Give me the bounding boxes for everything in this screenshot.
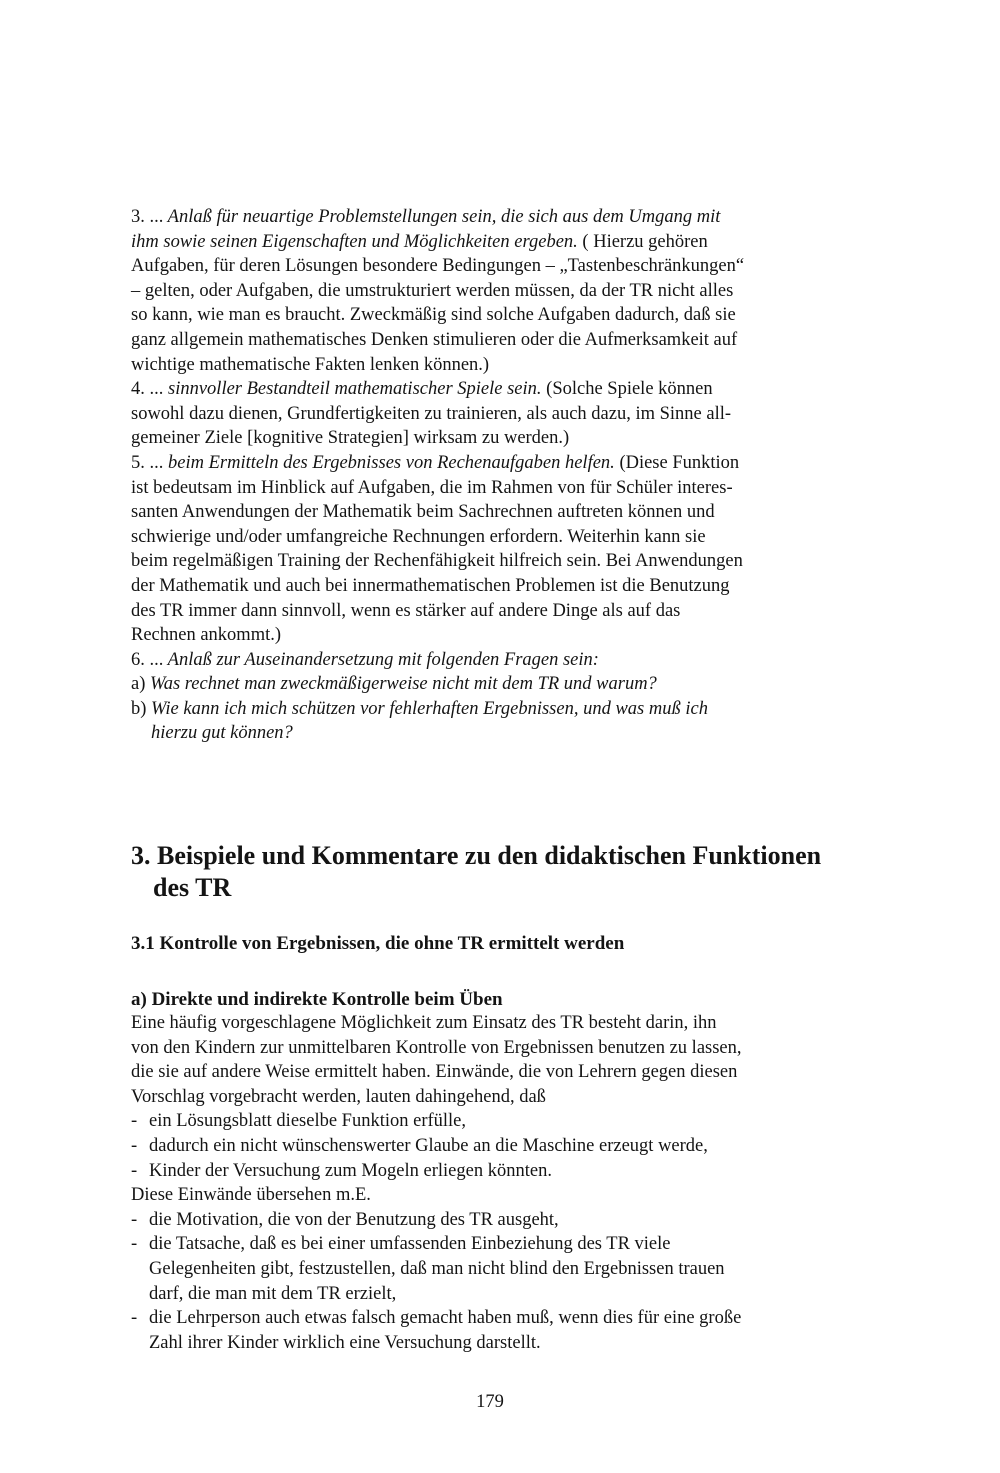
function-list (131, 205, 851, 746)
item-5-line-3: santen Anwendungen der Mathematik beim Sachrechnen auftreten können und (131, 502, 715, 523)
italic-text: ihm sowie seinen Eigenschaften und Möglichkeiten ergeben. (131, 231, 578, 252)
item-5-line-1 (131, 451, 851, 476)
body-text-a (131, 1011, 851, 1355)
body-line: von den Kindern zur unmittelbaren Kontrolle von Ergebnissen benutzen zu lassen, (131, 1037, 742, 1058)
section-heading-line-2: des TR (153, 873, 232, 902)
italic-text: beim Ermitteln des Ergebnisses von Rechenaufgaben helfen. (163, 452, 615, 473)
item-4-line-1 (131, 377, 851, 402)
item-number: 5. ... (131, 452, 164, 473)
dash-bullet: - (131, 1234, 138, 1255)
list-item-continued: darf, die man mit dem TR erzielt, (149, 1283, 397, 1304)
dash-bullet: - (131, 1135, 138, 1156)
question-b (131, 697, 851, 722)
body-line: Eine häufig vorgeschlagene Möglichkeit zum Einsatz des TR besteht darin, ihn (131, 1013, 717, 1033)
item-5-line-8: Rechnen ankommt.) (131, 625, 282, 646)
item-number: 3. ... (131, 207, 164, 227)
item-5-line-5: beim regelmäßigen Training der Rechenfähigkeit hilfreich sein. Bei Anwendungen (131, 551, 743, 572)
italic-text: sinnvoller Bestandteil mathematischer Spiele sein. (163, 379, 542, 400)
item-number: 4. ... (131, 379, 164, 400)
item-5-line-2: ist bedeutsam im Hinblick auf Aufgaben, die im Rahmen von für Schüler interes- (131, 477, 733, 498)
item-5-line-6: der Mathematik und auch bei innermathematischen Problemen ist die Benutzung (131, 575, 730, 596)
dash-bullet: - (131, 1308, 138, 1329)
list-item-continued: Gelegenheiten gibt, festzustellen, daß man nicht blind den Ergebnissen trauen (149, 1258, 725, 1279)
list-item (131, 1232, 851, 1257)
section-heading-line-1: 3. Beispiele und Kommentare zu den didaktischen Funktionen (131, 841, 822, 870)
question-a (131, 672, 851, 697)
question-b-continued: hierzu gut können? (151, 723, 293, 744)
section-heading (131, 840, 821, 904)
item-3-line-1 (131, 205, 851, 230)
question-text: Wie kann ich mich schützen vor fehlerhaften Ergebnissen, und was muß ich (151, 698, 708, 719)
item-3-line-6: ganz allgemein mathematisches Denken stimulieren oder die Aufmerksamkeit auf (131, 329, 738, 350)
text: (Diese Funktion (614, 452, 740, 473)
question-label: b) (131, 698, 147, 719)
item-4-line-2: sowohl dazu dienen, Grundfertigkeiten zu trainieren, als auch dazu, im Sinne all- (131, 403, 732, 424)
italic-text: Anlaß für neuartige Problemstellungen sein, die sich aus dem Umgang mit (163, 207, 721, 227)
list-item-text: ein Lösungsblatt dieselbe Funktion erfülle, (149, 1111, 467, 1132)
dash-bullet: - (131, 1111, 138, 1132)
list-item-text: die Lehrperson auch etwas falsch gemacht haben muß, wenn dies für eine große (149, 1308, 742, 1329)
list-item (131, 1159, 851, 1184)
dash-bullet: - (131, 1160, 138, 1181)
subsection-heading: 3.1 Kontrolle von Ergebnissen, die ohne TR ermittelt werden (131, 933, 625, 954)
italic-text: Anlaß zur Auseinandersetzung mit folgenden Fragen sein: (163, 649, 599, 670)
item-6-line-1 (131, 648, 851, 673)
page-number: 179 (476, 1392, 504, 1412)
list-item-text: dadurch ein nicht wünschenswerter Glaube an die Maschine erzeugt werde, (149, 1135, 708, 1156)
question-text: Was rechnet man zweckmäßigerweise nicht mit dem TR und warum? (145, 674, 657, 695)
item-3-line-3: Aufgaben, für deren Lösungen besondere Bedingungen – „Tastenbeschränkungen“ (131, 256, 745, 277)
item-3-line-4: – gelten, oder Aufgaben, die umstrukturiert werden müssen, da der TR nicht alles (131, 280, 734, 301)
body-line: Vorschlag vorgebracht werden, lauten dahingehend, daß (131, 1086, 546, 1107)
list-item (131, 1306, 851, 1331)
body-line: die sie auf andere Weise ermittelt haben. Einwände, die von Lehrern gegen diesen (131, 1062, 738, 1083)
list-item-text: die Tatsache, daß es bei einer umfassenden Einbeziehung des TR viele (149, 1234, 671, 1255)
list-item-text: die Motivation, die von der Benutzung des TR ausgeht, (149, 1209, 559, 1230)
item-4-line-3: gemeiner Ziele [kognitive Strategien] wirksam zu werden.) (131, 428, 570, 449)
paragraph-heading: a) Direkte und indirekte Kontrolle beim Üben (131, 989, 503, 1010)
dash-bullet: - (131, 1209, 138, 1230)
list-item (131, 1208, 851, 1233)
item-3-line-7: wichtige mathematische Fakten lenken können.) (131, 354, 490, 375)
text: (Solche Spiele können (541, 379, 713, 400)
question-label: a) (131, 674, 146, 695)
item-3-line-5: so kann, wie man es braucht. Zweckmäßig sind solche Aufgaben dadurch, daß sie (131, 305, 736, 326)
item-5-line-7: des TR immer dann sinnvoll, wenn es stärker auf andere Dinge als auf das (131, 600, 681, 621)
item-number: 6. ... (131, 649, 164, 670)
list-item-continued: Zahl ihrer Kinder wirklich eine Versuchung darstellt. (149, 1332, 541, 1353)
item-3-line-2 (131, 230, 851, 255)
text: ( Hierzu gehören (577, 231, 708, 252)
list-item-text: Kinder der Versuchung zum Mogeln erliegen könnten. (149, 1160, 552, 1181)
body-line: Diese Einwände übersehen m.E. (131, 1185, 371, 1206)
item-5-line-4: schwierige und/oder umfangreiche Rechnungen erfordern. Weiterhin kann sie (131, 526, 706, 547)
list-item (131, 1109, 851, 1134)
list-item (131, 1134, 851, 1159)
